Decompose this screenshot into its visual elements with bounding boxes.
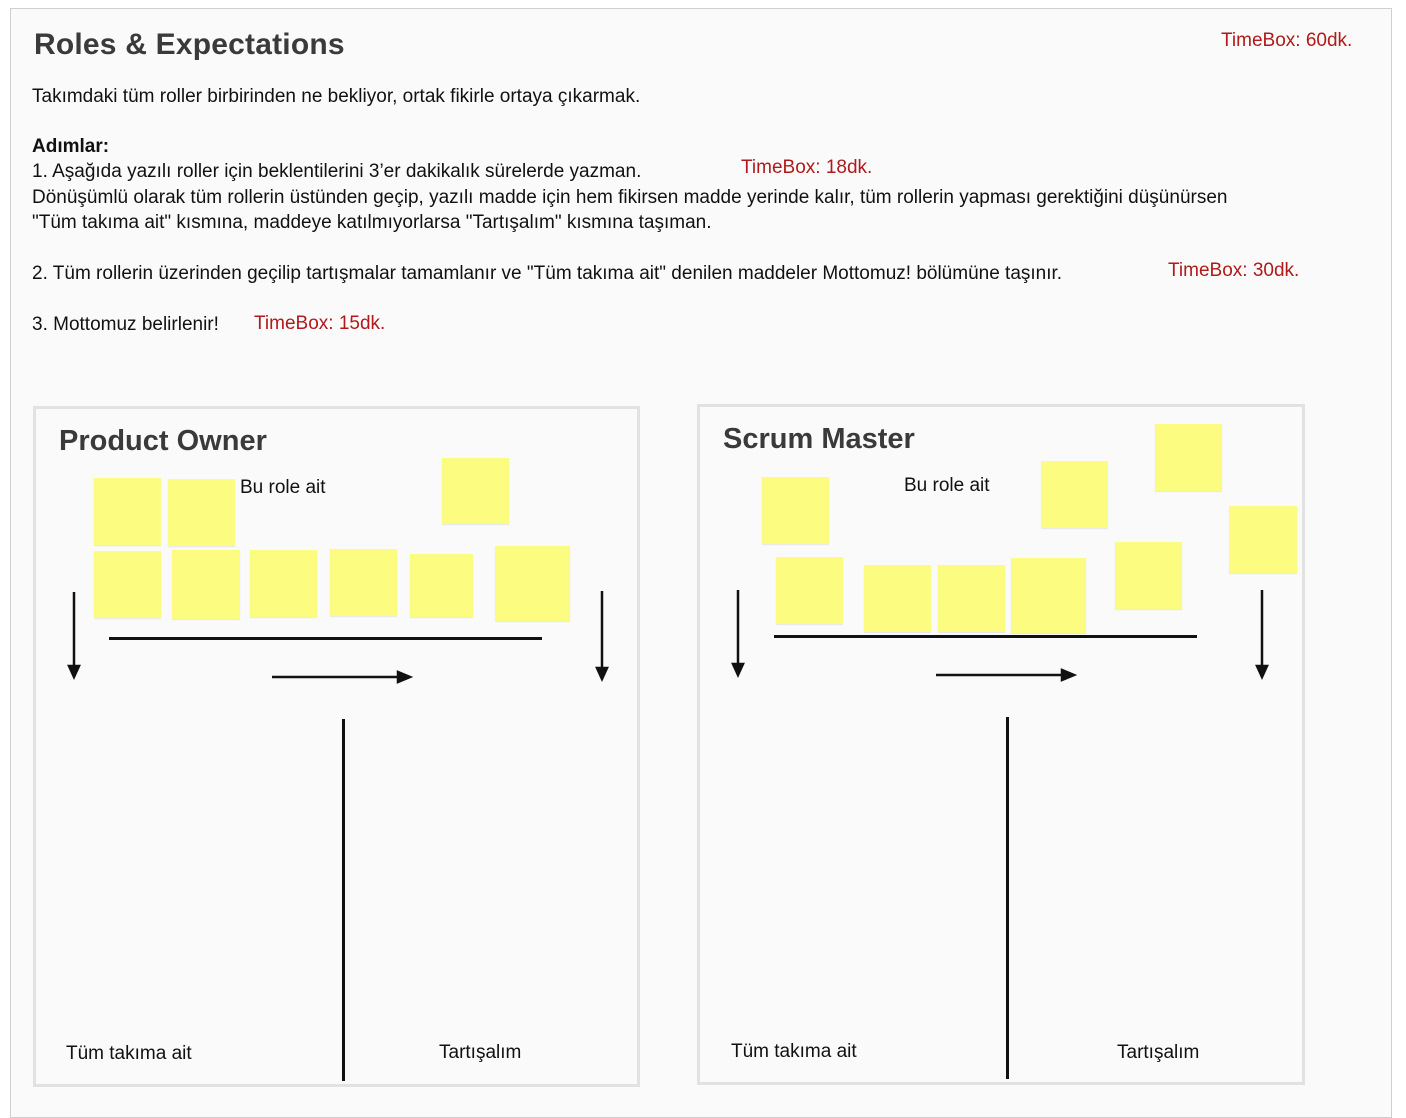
po-role-label: Bu role ait <box>240 477 326 498</box>
sm-team-label: Tüm takıma ait <box>731 1041 857 1062</box>
sticky-note[interactable] <box>410 554 473 617</box>
po-column-divider <box>342 719 345 1081</box>
step2-timebox: TimeBox: 30dk. <box>1168 260 1300 281</box>
step1-detail-line2: "Tüm takıma ait" kısmına, maddeye katılmıyorlarsa "Tartışalım" kısmına taşıman. <box>32 212 712 233</box>
page-title: Roles & Expectations <box>34 28 345 61</box>
purpose-text: Takımdaki tüm roller birbirinden ne bekliyor, ortak fikirle ortaya çıkarmak. <box>32 86 641 107</box>
sticky-note[interactable] <box>250 550 317 617</box>
steps-heading: Adımlar: <box>32 136 110 157</box>
step1-timebox: TimeBox: 18dk. <box>741 157 873 178</box>
timebox-total: TimeBox: 60dk. <box>1221 30 1353 51</box>
sticky-note[interactable] <box>495 546 570 621</box>
sticky-note[interactable] <box>94 478 161 545</box>
sticky-note[interactable] <box>1229 506 1297 573</box>
sticky-note[interactable] <box>168 479 235 546</box>
sticky-note[interactable] <box>330 549 397 616</box>
sticky-note[interactable] <box>938 565 1005 632</box>
scrum-master-title: Scrum Master <box>723 423 915 455</box>
step1-detail-line1: Dönüşümlü olarak tüm rollerin üstünden geçip, yazılı madde için hem fikirsen madde yerinde kalır, tüm rollerin yapması gerektiğini düşünürsen <box>32 187 1228 208</box>
sticky-note[interactable] <box>94 551 161 618</box>
sticky-note[interactable] <box>864 565 931 632</box>
sm-column-divider <box>1006 717 1009 1079</box>
sticky-note[interactable] <box>1115 542 1182 609</box>
sticky-note[interactable] <box>1041 461 1108 528</box>
sticky-note[interactable] <box>1011 558 1086 633</box>
sticky-note[interactable] <box>442 458 509 524</box>
po-divider-line <box>109 637 542 640</box>
po-discuss-label: Tartışalım <box>439 1042 522 1063</box>
sticky-note[interactable] <box>762 477 829 544</box>
po-team-label: Tüm takıma ait <box>66 1043 192 1064</box>
product-owner-title: Product Owner <box>59 425 267 457</box>
sticky-note[interactable] <box>1155 424 1222 491</box>
step2-text: 2. Tüm rollerin üzerinden geçilip tartışmalar tamamlanır ve "Tüm takıma ait" denilen maddeler Mottomuz! bölümüne taşınır. <box>32 263 1063 284</box>
sm-arrows <box>0 0 1 1</box>
sticky-note[interactable] <box>776 557 843 624</box>
sm-role-label: Bu role ait <box>904 475 990 496</box>
step1-text: 1. Aşağıda yazılı roller için beklentilerini 3’er dakikalık sürelerde yazman. <box>32 161 642 182</box>
sm-divider-line <box>774 635 1197 638</box>
sm-discuss-label: Tartışalım <box>1117 1042 1200 1063</box>
sticky-note[interactable] <box>172 550 240 619</box>
step3-text: 3. Mottomuz belirlenir! <box>32 314 219 335</box>
step3-timebox: TimeBox: 15dk. <box>254 313 386 334</box>
